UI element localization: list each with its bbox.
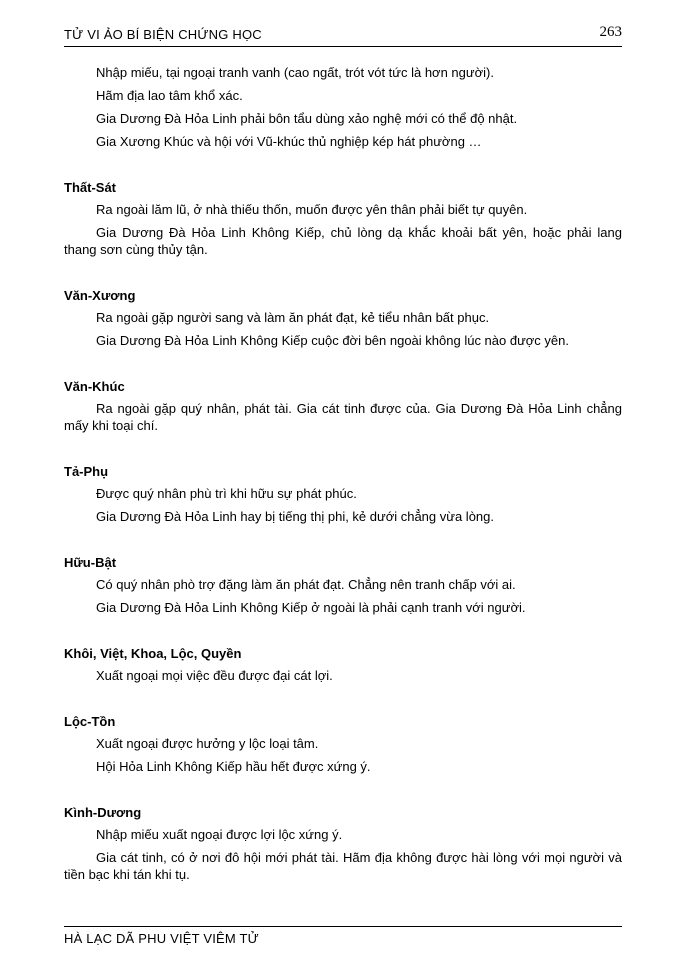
section-heading: Lộc-Tồn xyxy=(64,714,116,729)
paragraph: Gia Dương Đà Hỏa Linh Không Kiếp cuộc đời bên ngoài không lúc nào được yên. xyxy=(96,333,569,348)
paragraph: Có quý nhân phò trợ đặng làm ăn phát đạt. Chẳng nên tranh chấp với ai. xyxy=(96,577,516,592)
section-van-xuong xyxy=(64,287,622,349)
paragraph: Ra ngoài lăm lũ, ở nhà thiếu thốn, muốn được yên thân phải biết tự quyên. xyxy=(96,202,528,217)
section-ta-phu xyxy=(64,463,622,525)
page-number: 263 xyxy=(599,24,622,40)
paragraph: Xuất ngoại được hưởng y lộc loại tâm. xyxy=(96,736,319,751)
paragraph: Nhập miếu xuất ngoại được lợi lộc xứng ý. xyxy=(96,827,343,842)
page-footer xyxy=(64,926,622,946)
paragraph: Được quý nhân phù trì khi hữu sự phát phúc. xyxy=(96,486,357,501)
section-heading: Hữu-Bật xyxy=(64,555,117,570)
section-van-khuc xyxy=(64,378,622,434)
paragraph: Gia Xương Khúc và hội với Vũ-khúc thủ nghiệp kép hát phường … xyxy=(96,134,482,149)
paragraph: Xuất ngoại mọi việc đều được đại cát lợi. xyxy=(96,668,333,683)
paragraph: Ra ngoài gặp quý nhân, phát tài. Gia cát tinh được của. Gia Dương Đà Hỏa Linh chẳng mấy khi toại chí. xyxy=(64,401,622,433)
section-heading: Kình-Dương xyxy=(64,805,142,820)
page-header xyxy=(64,24,622,47)
section-kinh-duong xyxy=(64,804,622,883)
header-title: TỬ VI ẢO BÍ BIỆN CHỨNG HỌC xyxy=(64,27,262,42)
section-heading: Khôi, Việt, Khoa, Lộc, Quyền xyxy=(64,646,242,661)
intro-section xyxy=(64,64,622,150)
paragraph: Hãm địa lao tâm khổ xác. xyxy=(96,88,243,103)
paragraph: Ra ngoài gặp người sang và làm ăn phát đạt, kẻ tiểu nhân bất phục. xyxy=(96,310,490,325)
paragraph: Hội Hỏa Linh Không Kiếp hầu hết được xứng ý. xyxy=(96,759,371,774)
section-heading: Tả-Phụ xyxy=(64,464,109,479)
paragraph: Gia Dương Đà Hỏa Linh Không Kiếp, chủ lòng dạ khắc khoải bất yên, hoặc phải lang thang sơn cùng thủy tận. xyxy=(64,225,622,257)
section-heading: Văn-Khúc xyxy=(64,379,125,394)
footer-text: HÀ LẠC DÃ PHU VIỆT VIÊM TỬ xyxy=(64,931,259,946)
paragraph: Nhập miếu, tại ngoại tranh vanh (cao ngất, trót vót tức là hơn người). xyxy=(96,65,494,80)
section-khoi-viet xyxy=(64,645,622,684)
page-content xyxy=(64,64,622,889)
section-heading: Văn-Xương xyxy=(64,288,136,303)
paragraph: Gia Dương Đà Hỏa Linh Không Kiếp ở ngoài là phải cạnh tranh với người. xyxy=(96,600,526,615)
paragraph: Gia Dương Đà Hỏa Linh phải bôn tẩu dùng xảo nghệ mới có thể độ nhật. xyxy=(96,111,518,126)
section-that-sat xyxy=(64,179,622,258)
paragraph: Gia Dương Đà Hỏa Linh hay bị tiếng thị phi, kẻ dưới chẳng vừa lòng. xyxy=(96,509,494,524)
paragraph: Gia cát tinh, có ở nơi đô hội mới phát tài. Hãm địa không được hài lòng với mọi người và tiền bạc khi tán khi tụ. xyxy=(64,850,622,882)
section-loc-ton xyxy=(64,713,622,775)
section-huu-bat xyxy=(64,554,622,616)
section-heading: Thất-Sát xyxy=(64,180,116,195)
